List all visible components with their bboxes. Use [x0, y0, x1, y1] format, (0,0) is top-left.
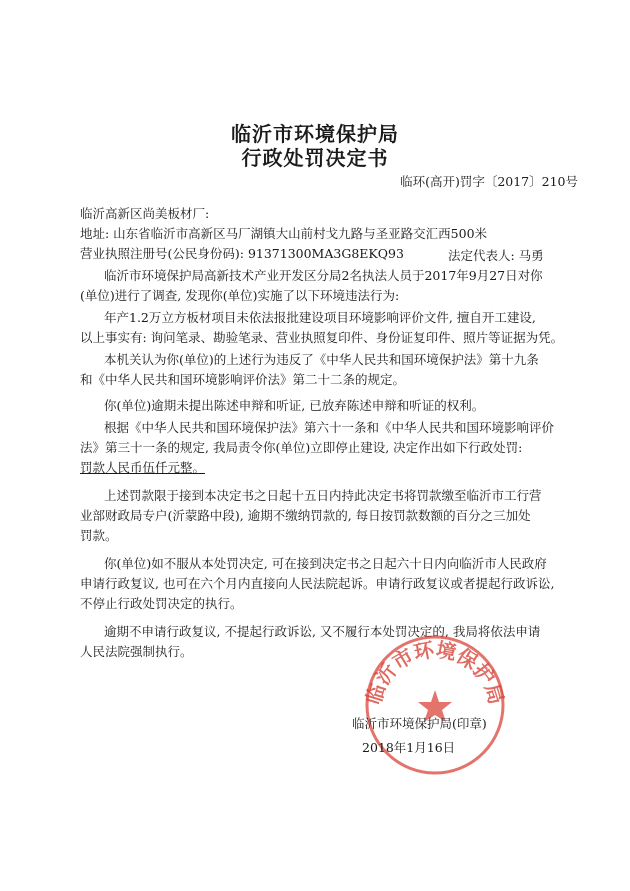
body-line: 年产1.2万立方板材项目未依法报批建设项目环境影响评价文件, 擅自开工建设, [104, 310, 536, 325]
official-seal [360, 630, 510, 780]
penalty-amount: 罚款人民币伍仟元整。 [80, 460, 206, 475]
document-title-type: 行政处罚决定书 [241, 146, 389, 170]
party-name: 临沂高新区尚美板材厂: [80, 206, 210, 221]
body-line: 不停止行政处罚决定的执行。 [80, 596, 243, 611]
party-license: 营业执照注册号(公民身份码): 91371300MA3G8EKQ93 [80, 246, 404, 261]
body-line: 本机关认为你(单位)的上述行为违反了《中华人民共和国环境保护法》第十九条 [104, 352, 539, 367]
body-line: 业部财政局专户(沂蒙路中段), 逾期不缴纳罚款的, 每日按罚款数额的百分之三加处 [80, 508, 531, 523]
party-address: 地址: 山东省临沂市高新区马厂湖镇大山前村戈九路与圣亚路交汇西500米 [80, 226, 488, 241]
body-line: 根据《中华人民共和国环境保护法》第六十一条和《中华人民共和国环境影响评价 [104, 420, 555, 435]
body-line: 逾期不申请行政复议, 不提起行政诉讼, 又不履行本处罚决定的, 我局将依法申请 [104, 624, 541, 639]
party-legal-representative: 法定代表人: 马勇 [448, 248, 544, 263]
body-line: 你(单位)逾期未提出陈述申辩和听证, 已放弃陈述申辩和听证的权利。 [104, 398, 485, 413]
body-line: 人民法院强制执行。 [80, 644, 193, 659]
body-line: 和《中华人民共和国环境影响评价法》第二十二条的规定。 [80, 372, 406, 387]
issuer-signature: 临沂市环境保护局(印章) [352, 716, 487, 731]
issue-date: 2018年1月16日 [362, 740, 456, 755]
document-title-agency: 临沂市环境保护局 [231, 122, 399, 146]
body-line: 罚款。 [80, 528, 118, 543]
body-line: 法》第三十一条的规定, 我局责令你(单位)立即停止建设, 决定作出如下行政处罚: [80, 440, 523, 455]
body-line: (单位)进行了调查, 发现你(单位)实施了以下环境违法行为: [80, 288, 400, 303]
body-line: 临沂市环境保护局高新技术产业开发区分局2名执法人员于2017年9月27日对你 [104, 268, 543, 283]
body-line: 上述罚款限于接到本决定书之日起十五日内持此决定书将罚款缴至临沂市工行营 [104, 488, 542, 503]
body-line: 申请行政复议, 也可在六个月内直接向人民法院起诉。申请行政复议或者提起行政诉讼, [80, 576, 555, 591]
body-line: 以上事实有: 询问笔录、勘验笔录、营业执照复印件、身份证复印件、照片等证据为凭。 [80, 330, 564, 345]
document-number: 临环(高开)罚字〔2017〕210号 [400, 174, 578, 189]
body-line: 你(单位)如不服从本处罚决定, 可在接到决定书之日起六十日内向临沂市人民政府 [104, 556, 547, 571]
seal-text: 临沂市环境保护局 [361, 637, 509, 708]
